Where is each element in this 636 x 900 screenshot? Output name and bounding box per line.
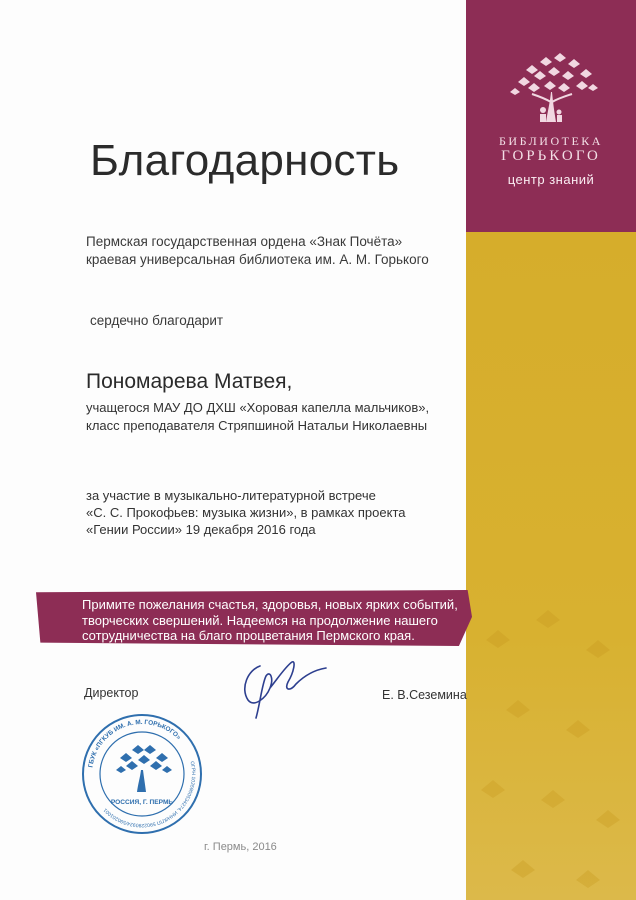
wishes-line: творческих свершений. Надеемся на продолжение нашего [82, 612, 438, 628]
stamp-tree-icon [116, 745, 172, 792]
signatory-name: Е. В.Сеземина [382, 688, 467, 702]
thanks-phrase: сердечно благодарит [90, 313, 224, 328]
official-stamp [80, 712, 204, 836]
award-reason [86, 487, 406, 538]
organization-line: краевая универсальная библиотека им. А. М. Горького [86, 252, 429, 267]
logo-gorky-text: ГОРЬКОГО [501, 148, 601, 164]
signatory-role: Директор [84, 686, 139, 700]
reason-line: «Гении России» 19 декабря 2016 года [86, 522, 316, 537]
wishes-text [82, 597, 458, 644]
logo-library-text: БИБЛИОТЕКА [499, 134, 603, 148]
recipient-teacher: класс преподавателя Стряпшиной Натальи Николаевны [86, 418, 428, 433]
reason-line: «С. С. Прокофьев: музыка жизни», в рамках проекта [86, 505, 406, 520]
leaf-pattern-decoration [466, 600, 636, 900]
stamp-codes: ОГРН 1025900534274, ИНН/КПП 5902290924/590201001 [102, 760, 197, 829]
wishes-line: Примите пожелания счастья, здоровья, новых ярких событий, [82, 597, 458, 612]
organization-line: Пермская государственная ордена «Знак Почёта» [86, 234, 403, 249]
tree-of-books-icon [496, 48, 606, 128]
logo-tagline: центр знаний [507, 172, 595, 187]
place-and-year: г. Пермь, 2016 [204, 841, 277, 853]
recipient-school: учащегося МАУ ДО ДХШ «Хоровая капелла мальчиков», [86, 400, 430, 415]
director-signature [230, 648, 350, 728]
stamp-city: РОССИЯ, Г. ПЕРМЬ [110, 799, 174, 806]
recipient-name: Пономарева Матвея, [86, 370, 293, 393]
issuing-organization [86, 233, 429, 269]
stamp-outer-text: ГБУК «ПГКУБ ИМ. А. М. ГОРЬКОГО» [87, 718, 182, 769]
recipient-details [86, 399, 429, 435]
wishes-line: сотрудничества на благо процветания Пермского края. [82, 628, 415, 643]
certificate-title: Благодарность [90, 136, 400, 185]
reason-line: за участие в музыкально-литературной встрече [86, 488, 376, 503]
